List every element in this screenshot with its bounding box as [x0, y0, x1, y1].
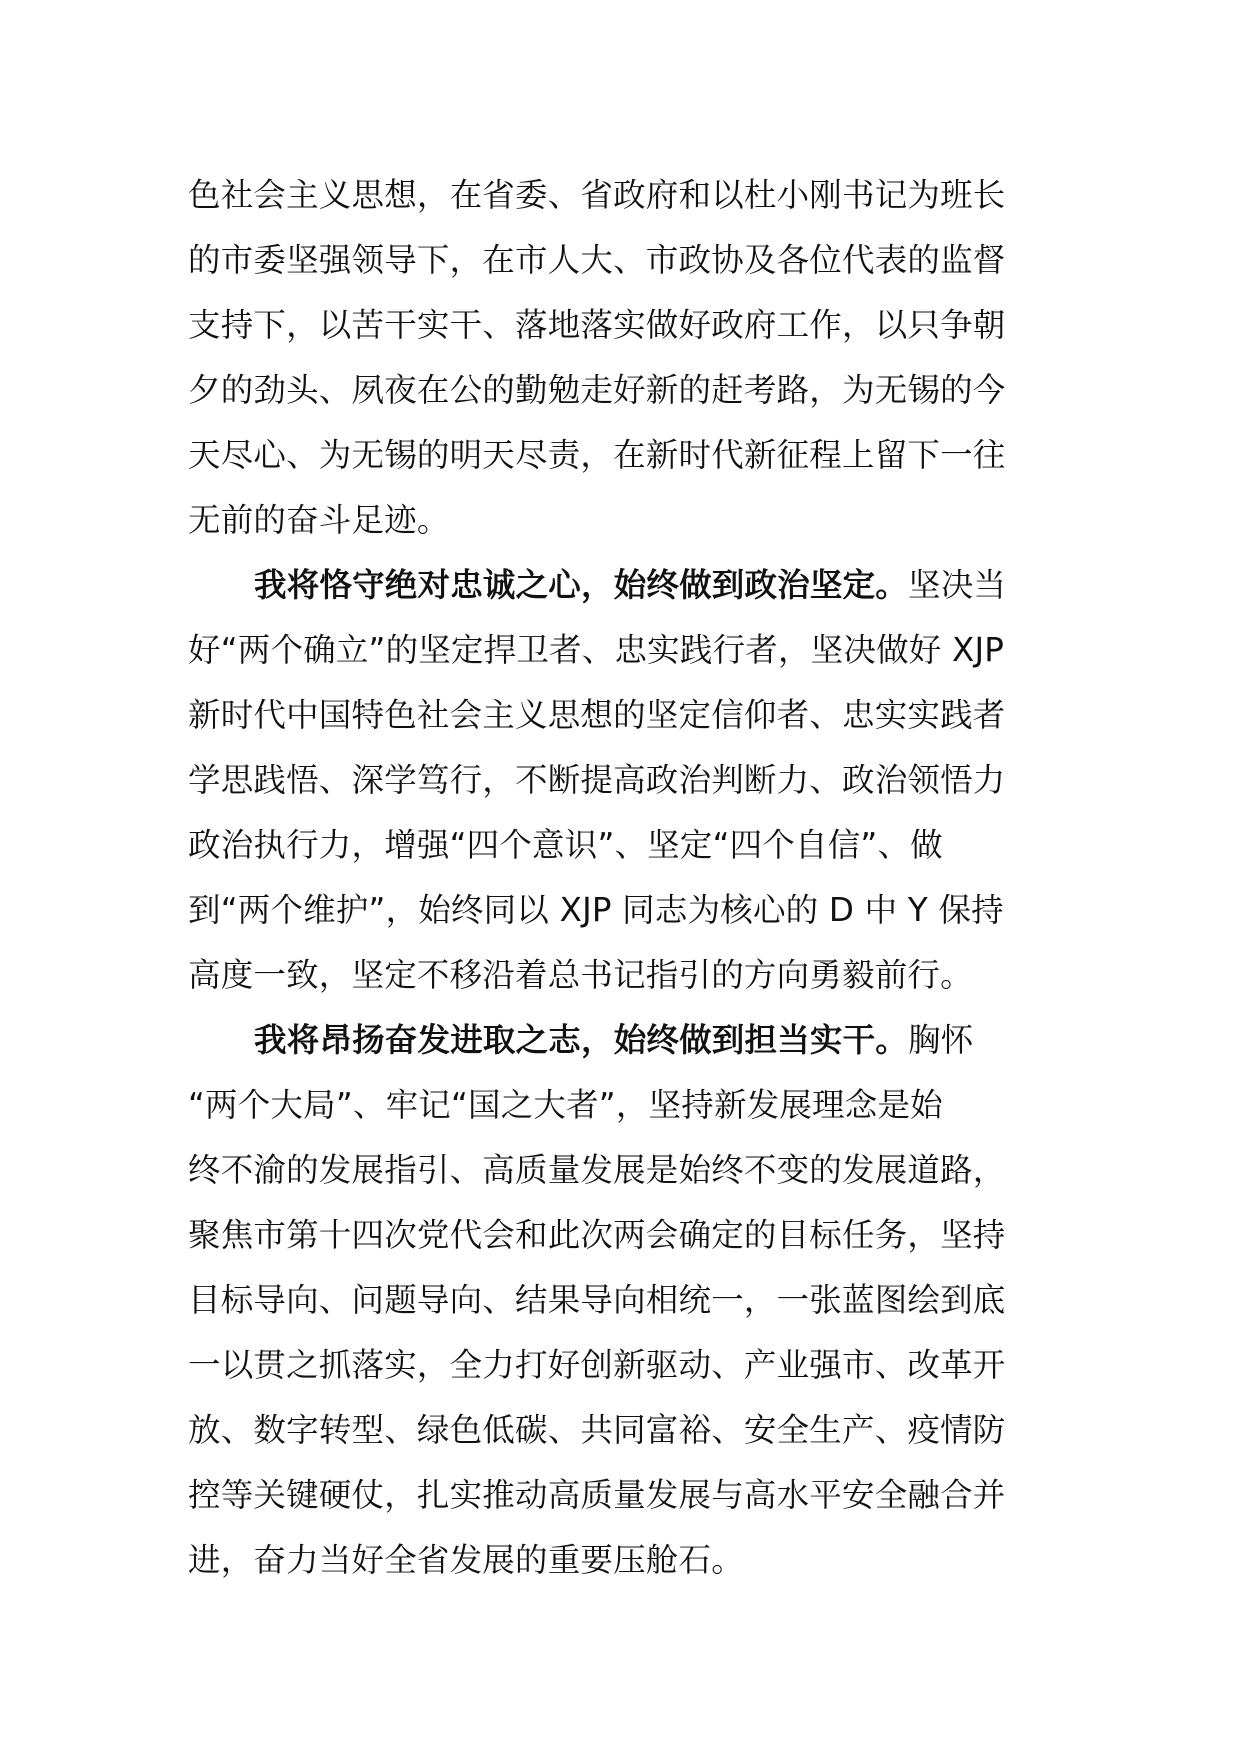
- paragraph-2: [188, 553, 1058, 1008]
- text-line: 新时代中国特色社会主义思想的坚定信仰者、忠实实践者: [188, 696, 1006, 734]
- document-body: [188, 163, 1058, 1593]
- text-line: 控等关键硬仗，扎实推动高质量发展与高水平安全融合并: [188, 1476, 1006, 1514]
- text-line: 的市委坚强领导下，在市人大、市政协及各位代表的监督: [188, 241, 1006, 279]
- text-line: 进，奋力当好全省发展的重要压舱石。: [188, 1541, 744, 1579]
- paragraph-first-line: [188, 553, 1058, 618]
- text-line: 放、数字转型、绿色低碳、共同富裕、安全生产、疫情防: [188, 1411, 1006, 1449]
- paragraph-lead-sentence: 我将昂扬奋发进取之志，始终做到担当实干。: [254, 1021, 909, 1059]
- text-line: 目标导向、问题导向、结果导向相统一，一张蓝图绘到底: [188, 1281, 1006, 1319]
- text-line: 一以贯之抓落实，全力打好创新驱动、产业强市、改革开: [188, 1346, 1006, 1384]
- text-line: 高度一致，坚定不移沿着总书记指引的方向勇毅前行。: [188, 956, 973, 994]
- paragraph-first-line-rest: 胸怀: [908, 1021, 974, 1059]
- text-line: 天尽心、为无锡的明天尽责，在新时代新征程上留下一往: [188, 436, 1006, 474]
- text-line: 到“两个维护”，始终同以 XJP 同志为核心的 D 中 Y 保持: [188, 891, 1004, 929]
- text-line: 支持下，以苦干实干、落地落实做好政府工作，以只争朝: [188, 306, 1006, 344]
- paragraph-lead-sentence: 我将恪守绝对忠诚之心，始终做到政治坚定。: [254, 566, 909, 604]
- text-line: 夕的劲头、夙夜在公的勤勉走好新的赶考路，为无锡的今: [188, 371, 1006, 409]
- paragraph-first-line-rest: 坚决当: [908, 566, 1007, 604]
- text-line: 政治执行力，增强“四个意识”、坚定“四个自信”、做: [188, 826, 943, 864]
- paragraph-1: [188, 163, 1058, 553]
- text-line: 色社会主义思想，在省委、省政府和以杜小刚书记为班长: [188, 176, 1006, 214]
- text-line: 好“两个确立”的坚定捍卫者、忠实践行者，坚决做好 XJP: [188, 631, 1005, 669]
- text-line: 终不渝的发展指引、高质量发展是始终不变的发展道路，: [188, 1151, 1006, 1189]
- paragraph-first-line: [188, 1008, 1058, 1073]
- text-line: “两个大局”、牢记“国之大者”，坚持新发展理念是始: [188, 1086, 943, 1124]
- text-line: 学思践悟、深学笃行，不断提高政治判断力、政治领悟力: [188, 761, 1006, 799]
- paragraph-3: [188, 1008, 1058, 1593]
- text-line: 聚焦市第十四次党代会和此次两会确定的目标任务，坚持: [188, 1216, 1006, 1254]
- text-line: 无前的奋斗足迹。: [188, 501, 450, 539]
